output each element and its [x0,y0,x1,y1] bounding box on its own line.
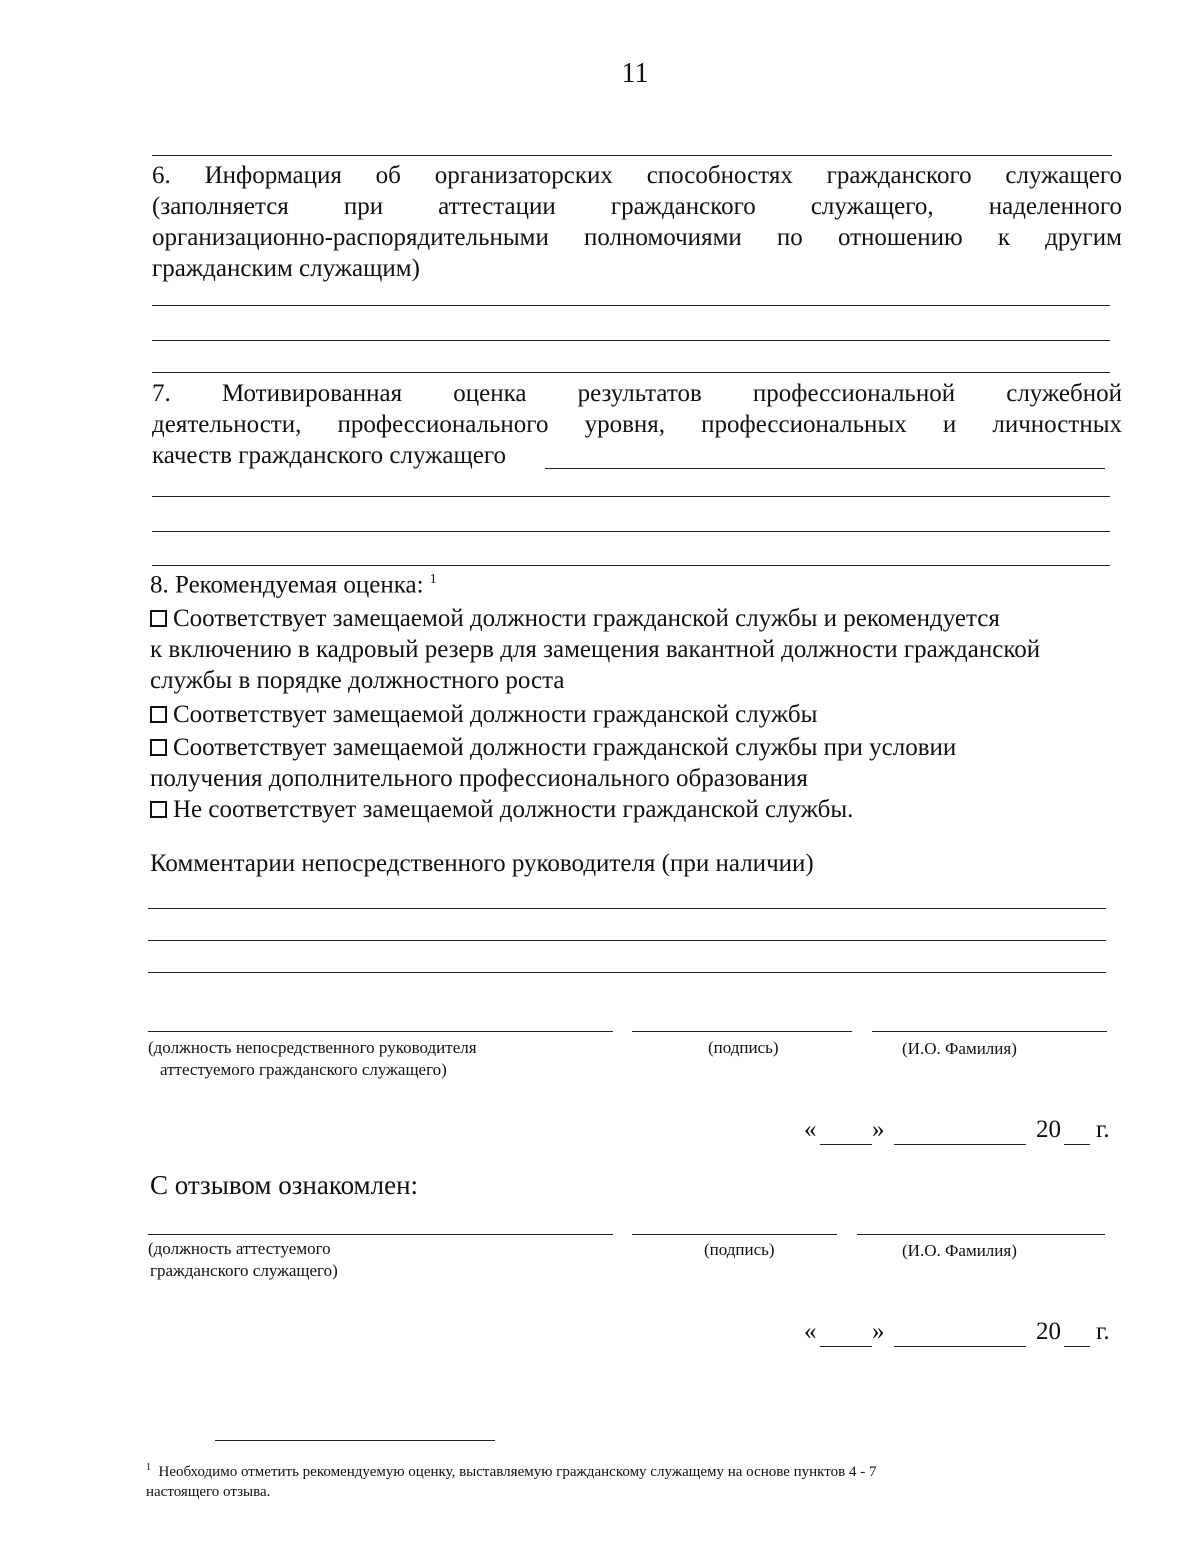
option-1-line-3: службы в порядке должностного роста [150,667,565,695]
section6-answer-line-1 [152,305,1110,306]
supervisor-name-line [872,1031,1107,1032]
date-block-2 [0,1318,1200,1352]
supervisor-name-caption: (И.О. Фамилия) [902,1039,1017,1058]
comments-line-2 [148,940,1106,941]
section6-text [152,160,1122,284]
section7-line-2: деятельности, профессионального уровня, профессиональных и личностных [152,411,1122,438]
comments-line-1 [148,908,1106,909]
footnote-mark: 1 [146,1462,151,1473]
supervisor-position-caption [148,1037,477,1081]
page-number: 11 [621,58,649,89]
comments-label: Комментарии непосредственного руководителя (при наличии) [150,850,814,877]
section7-line-3: качеств гражданского служащего [152,442,506,469]
section7-line-1: 7. Мотивированная оценка результатов профессиональной служебной [152,380,1122,407]
ack-signature-line [632,1234,837,1235]
section7-inline-answer-line [545,468,1105,469]
acknowledged-label: С отзывом ознакомлен: [150,1170,419,1200]
supervisor-position-caption-1: (должность непосредственного руководителя [148,1038,477,1057]
option-2-line-1: Соответствует замещаемой должности гражданской службы [173,701,818,729]
option-3-line-2: получения дополнительного профессионального образования [150,765,808,793]
section6-answer-line-3 [152,372,1110,373]
footnote-line-1-text: Необходимо отметить рекомендуемую оценку, выставляемую гражданскому служащему на основе пунктов 4 - 7 [158,1464,877,1480]
date2-year-suffix: г. [1096,1318,1110,1345]
section8-title [150,564,1125,600]
supervisor-signature-caption: (подпись) [708,1038,779,1057]
date2-open-quote: « [804,1318,817,1345]
footnote [146,1458,1121,1502]
section7-answer-line-1 [152,496,1110,497]
date1-month-field[interactable] [894,1144,1026,1145]
supervisor-position-line [148,1031,613,1032]
option-4-checkbox[interactable] [150,801,167,818]
date2-year-field[interactable] [1064,1346,1090,1347]
section8-block [150,564,1125,825]
footnote-line-2: настоящего отзыва. [146,1484,271,1500]
footnote-separator [215,1440,495,1441]
ack-signature-caption: (подпись) [704,1240,775,1259]
date1-year-field[interactable] [1064,1144,1090,1145]
section6-line-1: 6. Информация об организаторских способностях гражданского служащего [152,162,1122,189]
section8-title-text: 8. Рекомендуемая оценка: [150,571,430,599]
section8-footnote-mark: 1 [429,572,437,587]
date1-year-prefix: 20 [1036,1116,1061,1143]
option-4[interactable] [150,794,1125,825]
option-1-line-2: к включению в кадровый резерв для замещения вакантной должности гражданской [150,636,1041,664]
ack-position-line [148,1234,613,1235]
section6-answer-line-2 [152,340,1110,341]
section6-top-rule [152,155,1112,156]
ack-position-caption-2: гражданского служащего) [150,1261,338,1280]
section6-line-3: организационно-распорядительными полномочиями по отношению к другим [152,224,1122,251]
supervisor-signature-line [632,1031,852,1032]
date1-year-suffix: г. [1096,1116,1110,1143]
date-block-1 [0,1116,1200,1150]
ack-name-caption: (И.О. Фамилия) [902,1241,1017,1260]
option-3[interactable] [150,732,1125,794]
option-2-checkbox[interactable] [150,706,167,723]
comments-line-3 [148,972,1106,973]
option-4-line-1: Не соответствует замещаемой должности гражданской службы. [173,796,854,824]
option-3-checkbox[interactable] [150,739,167,756]
ack-position-caption [148,1238,338,1282]
option-1-checkbox[interactable] [150,610,167,627]
section7-answer-line-2 [152,531,1110,532]
option-1[interactable] [150,603,1125,696]
date2-day-field[interactable] [820,1346,872,1347]
date1-open-quote: « [804,1116,817,1143]
option-3-line-1: Соответствует замещаемой должности гражданской службы при условии [173,734,957,762]
date1-close-quote: » [872,1116,885,1143]
option-1-line-1: Соответствует замещаемой должности гражданской службы и рекомендуется [173,605,1000,633]
section6-line-2: (заполняется при аттестации гражданского служащего, наделенного [152,193,1122,220]
date2-month-field[interactable] [894,1346,1026,1347]
section7-text [152,378,1122,471]
option-2[interactable] [150,699,1125,730]
ack-name-line [857,1234,1105,1235]
section6-line-4: гражданским служащим) [152,255,420,282]
supervisor-position-caption-2: аттестуемого гражданского служащего) [160,1060,447,1079]
date2-year-prefix: 20 [1036,1318,1061,1345]
footnote-line-1 [146,1458,1121,1482]
ack-position-caption-1: (должность аттестуемого [148,1239,331,1258]
date2-close-quote: » [872,1318,885,1345]
date1-day-field[interactable] [820,1144,872,1145]
